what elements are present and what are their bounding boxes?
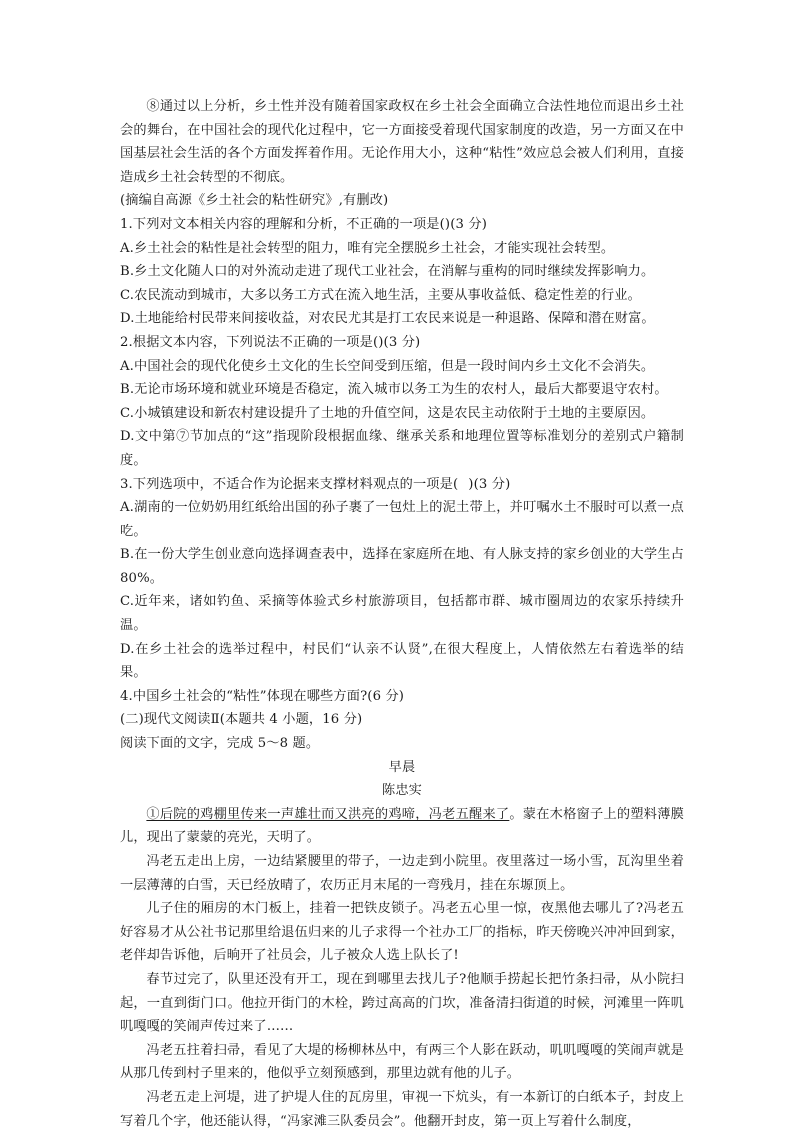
story-paragraph-3: 儿子住的厢房的木门板上，挂着一把铁皮锁子。冯老五心里一惊，夜黑他去哪儿了?冯老五好容易才从公社书记那里给退伍归来的儿子求得一个社办工厂的指标，昨天傍晚兴冲冲回到家，老伴却告诉他，后晌开了社员会，儿子被众人选上队长了! <box>120 901 684 964</box>
question-2-stem: 2.根据文本内容，下列说法不正确的一项是()(3 分) <box>120 334 421 350</box>
passage-source: (摘编自高源《乡土社会的粘性研究》,有删改) <box>120 193 389 209</box>
question-3-option-b: B.在一份大学生创业意向选择调查表中，选择在家庭所在地、有人脉支持的家乡创业的大学生占 80%。 <box>120 547 684 586</box>
story-paragraph-2: 冯老五走出上房，一边结紧腰里的带子，一边走到小院里。夜里落过一场小雪，瓦沟里坐着一层薄薄的白雪，天已经放晴了，农历正月末尾的一弯残月，挂在东塬顶上。 <box>120 854 684 893</box>
question-1-stem: 1.下列对文本相关内容的理解和分析，不正确的一项是()(3 分) <box>120 216 488 232</box>
question-3-option-a: A.湖南的一位奶奶用红纸给出国的孙子裹了一包灶上的泥土带上，并叮嘱水土不服时可以煮一点吃。 <box>120 500 684 539</box>
question-3-option-d: D.在乡土社会的选举过程中，村民们“认亲不认贤”,在很大程度上，人情依然左右着选举的结果。 <box>120 641 684 681</box>
question-1-option-b: B.乡土文化随人口的对外流动走进了现代工业社会，在消解与重构的同时继续发挥影响力。 <box>120 264 655 280</box>
question-2-option-d: D.文中第⑦节加点的“这”指现阶段根据血缘、继承关系和地理位置等标准划分的差别式户籍制度。 <box>120 429 684 468</box>
passage-paragraph-8: ⑧通过以上分析，乡土性并没有随着国家政权在乡土社会全面确立合法性地位而退出乡土社会的舞台，在中国社会的现代化过程中，它一方面接受着现代国家制度的改造，另一方面又在中国基层社会生活的各个方面发挥着作用。无论作用大小，这种“粘性”效应总会被人们利用，直接造成乡土社会转型的不彻底。 <box>120 99 684 185</box>
question-2-option-a: A.中国社会的现代化使乡土文化的生长空间受到压缩，但是一段时间内乡土文化不会消失。 <box>120 358 655 374</box>
question-2-option-b: B.无论市场环境和就业环境是否稳定，流入城市以务工为生的农村人，最后大都要退守农村。 <box>120 382 668 398</box>
question-3-stem-end: )(3 分) <box>468 476 511 492</box>
story-paragraph-6: 冯老五走上河堤，进了护堤人住的瓦房里，审视一下炕头，有一本新订的白纸本子，封皮上写着几个字，他还能认得，“冯家滩三队委员会”。他翻开封皮，第一页上写着什么制度， <box>120 1089 684 1129</box>
underlined-sentence: ①后院的鸡棚里传来一声雄壮而又洪亮的鸡啼，冯老五醒来了 <box>146 806 510 822</box>
section-2-header: (二)现代文阅读Ⅱ(本题共 4 小题，16 分) <box>120 712 363 728</box>
question-1-option-c: C.农民流动到城市，大多以务工方式在流入地生活，主要从事收益低、稳定性差的行业。 <box>120 287 641 303</box>
question-4-stem: 4.中国乡土社会的“粘性”体现在哪些方面?(6 分) <box>120 688 405 704</box>
question-1-option-a: A.乡土社会的粘性是社会转型的阻力，唯有完全摆脱乡土社会，才能实现社会转型。 <box>120 240 615 256</box>
question-3-stem-start: 3.下列选项中，不适合作为论据来支撑材料观点的一项是( <box>120 476 459 492</box>
story-title: 早晨 <box>388 759 416 775</box>
question-2-option-c: C.小城镇建设和新农村建设提升了土地的升值空间，这是农民主动依附于土地的主要原因。 <box>120 405 655 421</box>
story-paragraph-1-rest: 。蒙在木格窗子上的塑料薄膜儿，现出了蒙蒙的亮光，天明了。 <box>120 806 684 846</box>
question-3-stem <box>120 473 684 497</box>
section-2-instruction: 阅读下面的文字，完成 5～8 题。 <box>120 736 320 752</box>
question-3-option-c: C.近年来，诸如钓鱼、采摘等体验式乡村旅游项目，包括都市群、城市圈周边的农家乐持续升温。 <box>120 594 684 634</box>
story-author: 陈忠实 <box>381 783 422 799</box>
document-page <box>120 95 684 1133</box>
story-paragraph-1 <box>120 803 684 850</box>
story-paragraph-5: 冯老五拄着扫帚，看见了大堤的杨柳林丛中，有两三个人影在跃动，叽叽嘎嘎的笑闹声就是从那几传到村子里来的，他似乎立刻预感到，那里边就有他的儿子。 <box>120 1042 684 1082</box>
question-1-option-d: D.土地能给村民带来间接收益，对农民尤其是打工农民来说是一种退路、保障和潜在财富。 <box>120 311 655 327</box>
story-paragraph-4: 春节过完了，队里还没有开工，现在到哪里去找儿子?他顺手捞起长把竹条扫帚，从小院扫起，一直到街门口。他拉开街门的木栓，跨过高高的门坎，准备清扫街道的时候，河滩里一阵叽叽嘎嘎的笑闹声传过来了…… <box>120 971 684 1035</box>
